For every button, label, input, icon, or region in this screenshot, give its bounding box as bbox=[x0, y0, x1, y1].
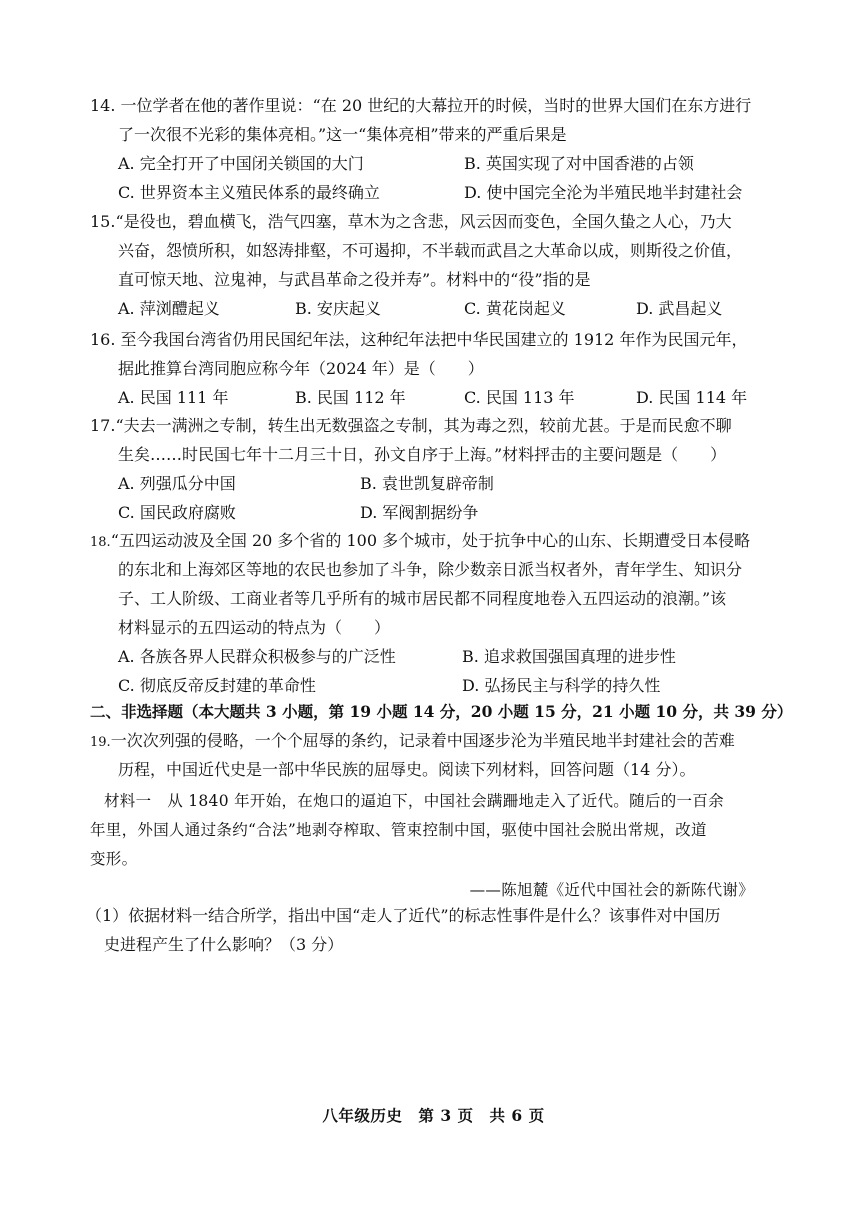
question-17-line-1 bbox=[90, 411, 790, 440]
question-19 bbox=[90, 726, 790, 784]
option-a[interactable]: A. 民国 111 年 bbox=[118, 388, 229, 407]
options-row bbox=[90, 671, 790, 700]
option-d[interactable]: D. 军阀割据纷争 bbox=[360, 503, 479, 522]
question-15-line-2: 兴奋，怨愤所积，如怒涛排壑，不可遏抑，不半载而武昌之大革命以成，则斯役之价值， bbox=[118, 241, 743, 260]
question-17-line-2: 生矣……时民国七年十二月三十日，孙文自序于上海。”材料抨击的主要问题是（ ） bbox=[118, 445, 727, 464]
sub-question-1-line-2: 史进程产生了什么影响？（3 分） bbox=[104, 935, 344, 954]
question-17 bbox=[90, 411, 790, 527]
question-number: 18. bbox=[90, 535, 111, 550]
option-c[interactable]: C. 国民政府腐败 bbox=[118, 503, 236, 522]
section-heading bbox=[90, 697, 793, 726]
option-d[interactable]: D. 使中国完全沦为半殖民地半封建社会 bbox=[464, 183, 743, 202]
options-row bbox=[90, 469, 790, 498]
question-text: “是役也，碧血横飞，浩气四塞，草木为之含悲，风云因而变色，全国久蛰之人心，乃大 bbox=[115, 212, 732, 231]
question-16-line-2: 据此推算台湾同胞应称今年（2024 年）是（ ） bbox=[118, 359, 484, 378]
sub-question-1-line-1: （1）依据材料一结合所学，指出中国“走人了近代”的标志性事件是什么？该事件对中国历 bbox=[86, 906, 721, 925]
question-16 bbox=[90, 325, 790, 412]
option-d[interactable]: D. 民国 114 年 bbox=[636, 388, 748, 407]
option-a[interactable]: A. 完全打开了中国闭关锁国的大门 bbox=[118, 154, 364, 173]
option-b[interactable]: B. 追求救国强国真理的进步性 bbox=[462, 647, 676, 666]
options-row bbox=[90, 178, 790, 207]
question-14 bbox=[90, 91, 790, 207]
option-b[interactable]: B. 安庆起义 bbox=[295, 299, 381, 318]
options-row bbox=[90, 149, 790, 178]
page-footer: 八年级历史 第 3 页 共 6 页 bbox=[322, 1106, 545, 1125]
question-text: 一位学者在他的著作里说：“在 20 世纪的大幕拉开的时候，当时的世界大国们在东方进行 bbox=[120, 96, 752, 115]
question-text: “夫去一满洲之专制，转生出无数强盗之专制，其为毒之烈，较前尤甚。于是而民愈不聊 bbox=[115, 416, 732, 435]
option-c[interactable]: C. 世界资本主义殖民体系的最终确立 bbox=[118, 183, 380, 202]
option-d[interactable]: D. 武昌起义 bbox=[636, 299, 723, 318]
material-1-line-1: 材料一 从 1840 年开始，在炮口的逼迫下，中国社会蹒跚地走入了近代。随后的一百余 bbox=[104, 792, 724, 810]
option-b[interactable]: B. 英国实现了对中国香港的占领 bbox=[464, 154, 694, 173]
section-heading-text: 二、非选择题（本大题共 3 小题，第 19 小题 14 分，20 小题 15 分，21 小题 10 分，共 39 分） bbox=[90, 702, 793, 721]
question-19-line-2: 历程，中国近代史是一部中华民族的屈辱史。阅读下列材料，回答问题（14 分）。 bbox=[118, 760, 696, 779]
sub-question-1 bbox=[86, 901, 786, 959]
option-b[interactable]: B. 袁世凯复辟帝制 bbox=[360, 474, 494, 493]
question-18-line-1 bbox=[90, 526, 790, 555]
question-18-line-4: 材料显示的五四运动的特点为（ ） bbox=[118, 618, 391, 637]
question-14-line-1 bbox=[90, 91, 790, 120]
question-text: “五四运动波及全国 20 多个省的 100 多个城市，处于抗争中心的山东、长期遭受日本侵略 bbox=[110, 531, 751, 550]
material-1-line-2: 年里，外国人通过条约“合法”地剥夺榨取、管束控制中国，驱使中国社会脱出常规，改道 bbox=[90, 821, 707, 839]
option-a[interactable]: A. 萍浏醴起义 bbox=[118, 299, 220, 318]
option-c[interactable]: C. 彻底反帝反封建的革命性 bbox=[118, 676, 316, 695]
options-row bbox=[90, 642, 790, 671]
options-row bbox=[90, 383, 790, 412]
question-number: 14. bbox=[90, 96, 116, 115]
question-16-line-1 bbox=[90, 325, 790, 354]
question-15 bbox=[90, 207, 790, 323]
option-c[interactable]: C. 黄花岗起义 bbox=[464, 299, 566, 318]
question-number: 17. bbox=[90, 416, 116, 435]
option-d[interactable]: D. 弘扬民主与科学的持久性 bbox=[462, 676, 661, 695]
question-14-line-2: 了一次很不光彩的集体亮相。”这一“集体亮相”带来的严重后果是 bbox=[118, 125, 567, 144]
question-18 bbox=[90, 526, 790, 700]
question-number: 16. bbox=[90, 330, 116, 349]
question-18-line-2: 的东北和上海郊区等地的农民也参加了斗争，除少数亲日派当权者外，青年学生、知识分 bbox=[118, 560, 743, 579]
material-1 bbox=[90, 787, 794, 905]
options-row bbox=[90, 498, 790, 527]
material-1-source: ——陈旭麓《近代中国社会的新陈代谢》 bbox=[469, 881, 754, 899]
options-row bbox=[90, 294, 790, 323]
question-15-line-1 bbox=[90, 207, 790, 236]
option-b[interactable]: B. 民国 112 年 bbox=[295, 388, 406, 407]
option-a[interactable]: A. 各族各界人民群众积极参与的广泛性 bbox=[118, 647, 396, 666]
question-15-line-3: 直可惊天地、泣鬼神，与武昌革命之役并寿”。材料中的“役”指的是 bbox=[118, 270, 591, 289]
material-1-line-3: 变形。 bbox=[90, 850, 138, 868]
question-number: 15. bbox=[90, 212, 116, 231]
question-18-line-3: 子、工人阶级、工商业者等几乎所有的城市居民都不同程度地卷入五四运动的浪潮。”该 bbox=[118, 589, 727, 608]
option-c[interactable]: C. 民国 113 年 bbox=[464, 388, 575, 407]
option-a[interactable]: A. 列强瓜分中国 bbox=[118, 474, 236, 493]
question-19-line-1 bbox=[90, 726, 790, 755]
question-text: 至今我国台湾省仍用民国纪年法，这种纪年法把中华民国建立的 1912 年作为民国元年， bbox=[120, 330, 748, 349]
question-number: 19. bbox=[90, 735, 111, 750]
question-text: 一次次列强的侵略，一个个屈辱的条约，记录着中国逐步沦为半殖民地半封建社会的苦难 bbox=[110, 731, 735, 750]
